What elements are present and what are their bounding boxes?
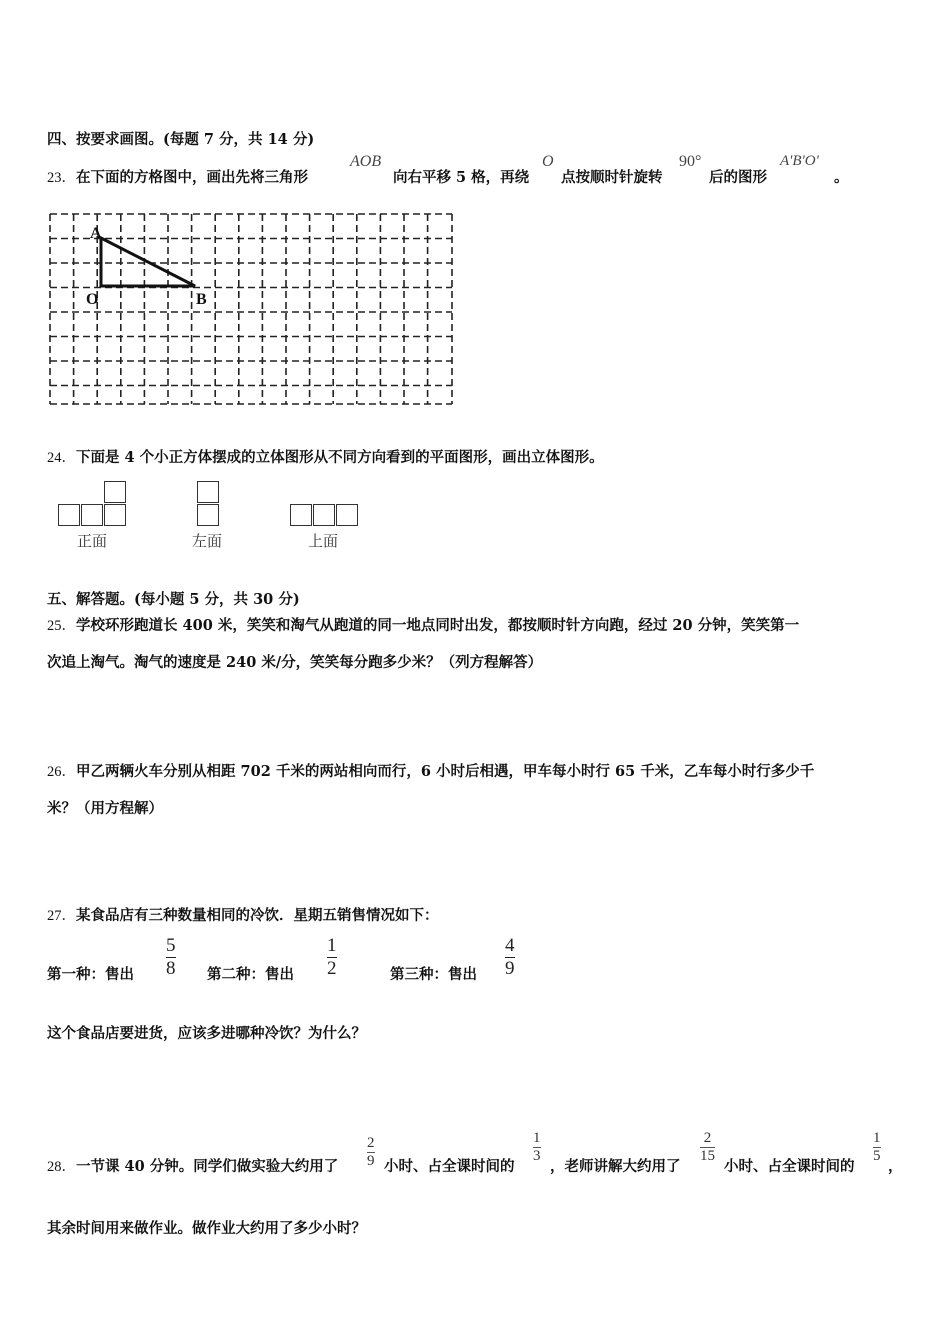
math-o: O [542,153,554,170]
math-result: A'B'O' [780,153,819,169]
q23-text-1: 在下面的方格图中，画出先将三角形 [76,169,308,186]
q25-line-1: 学校环形跑道长 400 米，笑笑和淘气从跑道的同一地点同时出发，都按顺时针方向跑，经过 20 分钟，笑笑第一 [76,617,800,634]
question-number: 27． [47,908,76,924]
q27-text: 某食品店有三种数量相同的冷饮．星期五销售情况如下： [76,907,439,924]
q28-text-2: 小时、占全课时间的 [384,1158,515,1175]
math-aob: AOB [350,153,382,170]
q28-line-2: 其余时间用来做作业。做作业大约用了多少小时？ [47,1220,366,1237]
q25-line-2: 次追上淘气。淘气的速度是 240 米/分，笑笑每分跑多少米？（列方程解答） [47,654,543,671]
question-28 [47,1155,338,1176]
q24-text: 下面是 4 个小正方体摆成的立体图形从不同方向看到的平面图形，画出立体图形。 [76,449,604,466]
q28-text-3: ，老师讲解大约用了 [550,1158,681,1175]
question-23 [47,166,308,187]
q28-text-5: ， [888,1158,903,1175]
item-2-fraction: 1 2 [327,935,337,980]
fraction-2-15: 2 15 [700,1130,715,1164]
q23-text-3: 点按顺时针旋转 [561,169,663,186]
question-number: 26． [47,764,76,780]
fraction-1-5: 1 5 [873,1130,881,1164]
math-angle: 90° [679,153,702,170]
q26-line-2: 米？（用方程解） [47,800,163,817]
question-number: 28． [47,1159,76,1175]
left-view-caption: 左面 [192,532,223,550]
top-view-caption: 上面 [308,532,339,550]
fraction-2-9: 2 9 [367,1135,375,1169]
item-3-fraction: 4 9 [505,935,515,980]
q23-end: 。 [834,169,849,186]
triangle-aob [101,238,195,286]
section-5-heading: 五、解答题。(每小题 5 分，共 30 分) [47,591,300,608]
question-number: 25． [47,618,76,634]
question-number: 23． [47,170,76,186]
question-number: 24． [47,450,76,466]
front-view-caption: 正面 [77,532,108,550]
q23-text-2: 向右平移 5 格，再绕 [393,169,530,186]
label-b: B [196,291,207,308]
question-25 [47,614,799,635]
item-3-label: 第三种：售出 [390,966,477,983]
q28-text-4: 小时、占全课时间的 [724,1158,855,1175]
q26-line-1: 甲乙两辆火车分别从相距 702 千米的两站相向而行，6 小时后相遇，甲车每小时行 65 千米，乙车每小时行多少千 [76,763,815,780]
question-27 [47,904,439,925]
fraction-1-3: 1 3 [533,1130,541,1164]
q28-text-1: 一节课 40 分钟。同学们做实验大约用了 [76,1158,339,1175]
label-a: A [90,225,102,242]
grid-figure [44,208,458,410]
q27-question: 这个食品店要进货，应该多进哪种冷饮？为什么？ [47,1025,366,1042]
item-1-label: 第一种：售出 [47,966,134,983]
question-26 [47,760,814,781]
label-o: O [86,291,99,308]
q23-text-4: 后的图形 [709,169,767,186]
question-24 [47,446,604,467]
item-2-label: 第二种：售出 [207,966,294,983]
section-4-heading: 四、按要求画图。(每题 7 分，共 14 分) [47,131,315,148]
item-1-fraction: 5 8 [166,935,176,980]
